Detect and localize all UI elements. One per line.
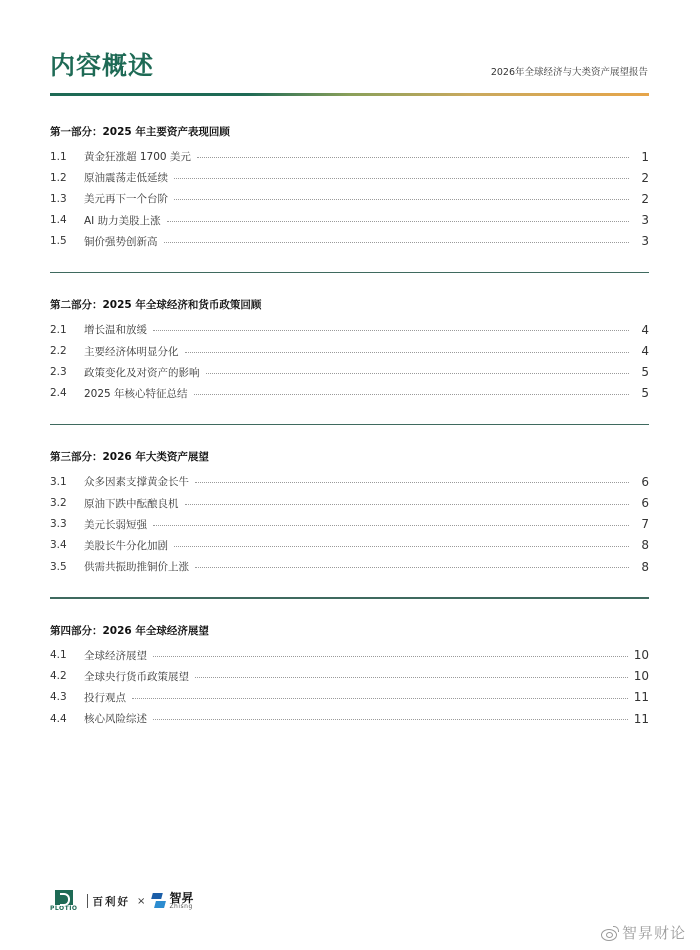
entry-number: 3.4 — [50, 539, 67, 552]
dot-leader — [132, 698, 628, 699]
toc-section-4 — [50, 617, 649, 730]
toc-entry[interactable] — [50, 340, 649, 361]
section-divider — [50, 597, 649, 598]
section-heading: 第一部分：2025 年主要资产表现回顾 — [50, 126, 230, 138]
entry-page: 11 — [633, 711, 649, 726]
dot-leader — [185, 504, 630, 505]
toc-entry[interactable] — [50, 471, 649, 492]
page-title: 内容概述 — [50, 51, 155, 80]
zhisheng-logo — [152, 892, 193, 910]
section-heading: 第四部分：2026 年全球经济展望 — [50, 624, 209, 637]
toc-section-1 — [50, 118, 649, 273]
entry-page: 8 — [641, 559, 649, 574]
entry-number: 2.2 — [50, 345, 67, 358]
entry-number: 1.1 — [50, 150, 67, 163]
entry-number: 1.5 — [50, 235, 67, 248]
entry-label: 美股长牛分化加剧 — [84, 539, 168, 552]
entry-page: 10 — [633, 669, 649, 684]
dot-leader — [195, 677, 628, 678]
entry-label: 全球央行货币政策展望 — [84, 670, 189, 683]
entry-label: AI 助力美股上涨 — [84, 214, 161, 227]
toc-entry[interactable] — [50, 146, 649, 167]
dot-leader — [167, 221, 629, 222]
entry-label: 众多因素支撑黄金长牛 — [84, 476, 189, 489]
entry-page: 2 — [641, 191, 649, 206]
times-symbol: × — [137, 895, 146, 907]
entry-number: 3.1 — [50, 475, 67, 488]
section-divider — [50, 272, 649, 273]
entry-page: 3 — [641, 234, 649, 249]
table-of-contents — [50, 118, 649, 729]
toc-section-3 — [50, 443, 649, 598]
entry-label: 铜价强势创新高 — [84, 235, 158, 248]
plotio-logo-icon — [55, 890, 73, 905]
entry-label: 原油下跌中酝酿良机 — [84, 497, 179, 510]
entry-number: 3.5 — [50, 560, 67, 573]
entry-number: 2.3 — [50, 366, 67, 379]
toc-entry[interactable] — [50, 210, 649, 231]
report-title: 2026年全球经济与大类资产展望报告 — [490, 67, 648, 78]
plotio-logo-caption: PLOTIO — [50, 905, 78, 912]
logo-separator — [87, 894, 88, 908]
entry-page: 4 — [641, 344, 649, 359]
header-divider — [50, 93, 649, 96]
entry-page: 10 — [633, 648, 649, 663]
dot-leader — [153, 330, 629, 331]
dot-leader — [164, 242, 630, 243]
entry-label: 主要经济体明显分化 — [84, 345, 179, 358]
entry-label: 黄金狂涨超 1700 美元 — [84, 151, 191, 164]
entry-label: 全球经济展望 — [84, 649, 147, 662]
entry-page: 8 — [641, 538, 649, 553]
dot-leader — [185, 352, 630, 353]
entry-number: 4.3 — [50, 691, 67, 704]
entry-number: 1.3 — [50, 192, 67, 205]
dot-leader — [153, 719, 628, 720]
toc-entry[interactable] — [50, 319, 649, 340]
entry-number: 2.4 — [50, 387, 67, 400]
entry-page: 6 — [641, 496, 649, 511]
dot-leader — [206, 373, 630, 374]
dot-leader — [195, 482, 629, 483]
entry-number: 1.4 — [50, 214, 67, 227]
toc-entry[interactable] — [50, 645, 649, 666]
entry-page: 7 — [641, 517, 649, 532]
section-heading: 第二部分：2025 年全球经济和货币政策回顾 — [50, 299, 262, 312]
entry-label: 美元再下一个台阶 — [84, 193, 168, 206]
entry-number: 3.3 — [50, 518, 67, 531]
entry-page: 2 — [641, 170, 649, 185]
entry-number: 4.2 — [50, 670, 67, 683]
toc-entry[interactable] — [50, 556, 649, 577]
toc-entry[interactable] — [50, 666, 649, 687]
zhisheng-logo-en: Zhisng — [169, 903, 193, 910]
entry-page: 6 — [641, 474, 649, 489]
toc-entry[interactable] — [50, 188, 649, 209]
dot-leader — [194, 394, 629, 395]
section-divider — [50, 424, 649, 425]
toc-entry[interactable] — [50, 514, 649, 535]
weibo-icon — [601, 926, 619, 940]
toc-entry[interactable] — [50, 167, 649, 188]
dot-leader — [153, 656, 628, 657]
toc-entry[interactable] — [50, 362, 649, 383]
section-heading: 第三部分：2026 年大类资产展望 — [50, 451, 209, 464]
entry-page: 4 — [641, 322, 649, 337]
entry-label: 增长温和放缓 — [84, 324, 147, 337]
entry-page: 5 — [641, 386, 649, 401]
dot-leader — [174, 178, 629, 179]
entry-number: 3.2 — [50, 497, 67, 510]
footer-logos — [50, 890, 193, 912]
entry-label: 政策变化及对资产的影响 — [84, 366, 200, 379]
entry-label: 美元长弱短强 — [84, 518, 147, 531]
entry-label: 投行观点 — [84, 691, 126, 704]
toc-entry[interactable] — [50, 383, 649, 404]
dot-leader — [197, 157, 629, 158]
watermark — [601, 922, 686, 943]
toc-entry[interactable] — [50, 535, 649, 556]
watermark-text: 智昇财论 — [621, 924, 686, 942]
entry-label: 2025 年核心特征总结 — [84, 387, 188, 400]
toc-entry[interactable] — [50, 708, 649, 729]
entry-number: 1.2 — [50, 171, 67, 184]
entry-page: 1 — [641, 149, 649, 164]
entry-number: 4.4 — [50, 712, 67, 725]
dot-leader — [174, 546, 629, 547]
entry-label: 供需共振助推铜价上涨 — [84, 561, 189, 574]
entry-page: 11 — [633, 690, 649, 705]
entry-number: 4.1 — [50, 649, 67, 662]
zhisheng-logo-icon — [152, 893, 166, 909]
dot-leader — [153, 525, 629, 526]
brand-name-bailihao: 百利好 — [92, 895, 131, 908]
toc-entry[interactable] — [50, 492, 649, 513]
toc-section-2 — [50, 291, 649, 425]
dot-leader — [195, 567, 629, 568]
entry-label: 核心风险综述 — [84, 713, 147, 726]
dot-leader — [174, 199, 629, 200]
entry-page: 5 — [641, 365, 649, 380]
entry-label: 原油震荡走低延续 — [84, 172, 168, 185]
zhisheng-logo-text: 智昇 — [169, 891, 194, 905]
plotio-logo — [50, 890, 78, 912]
entry-number: 2.1 — [50, 323, 67, 336]
toc-entry[interactable] — [50, 231, 649, 252]
toc-entry[interactable] — [50, 687, 649, 708]
entry-page: 3 — [641, 213, 649, 228]
